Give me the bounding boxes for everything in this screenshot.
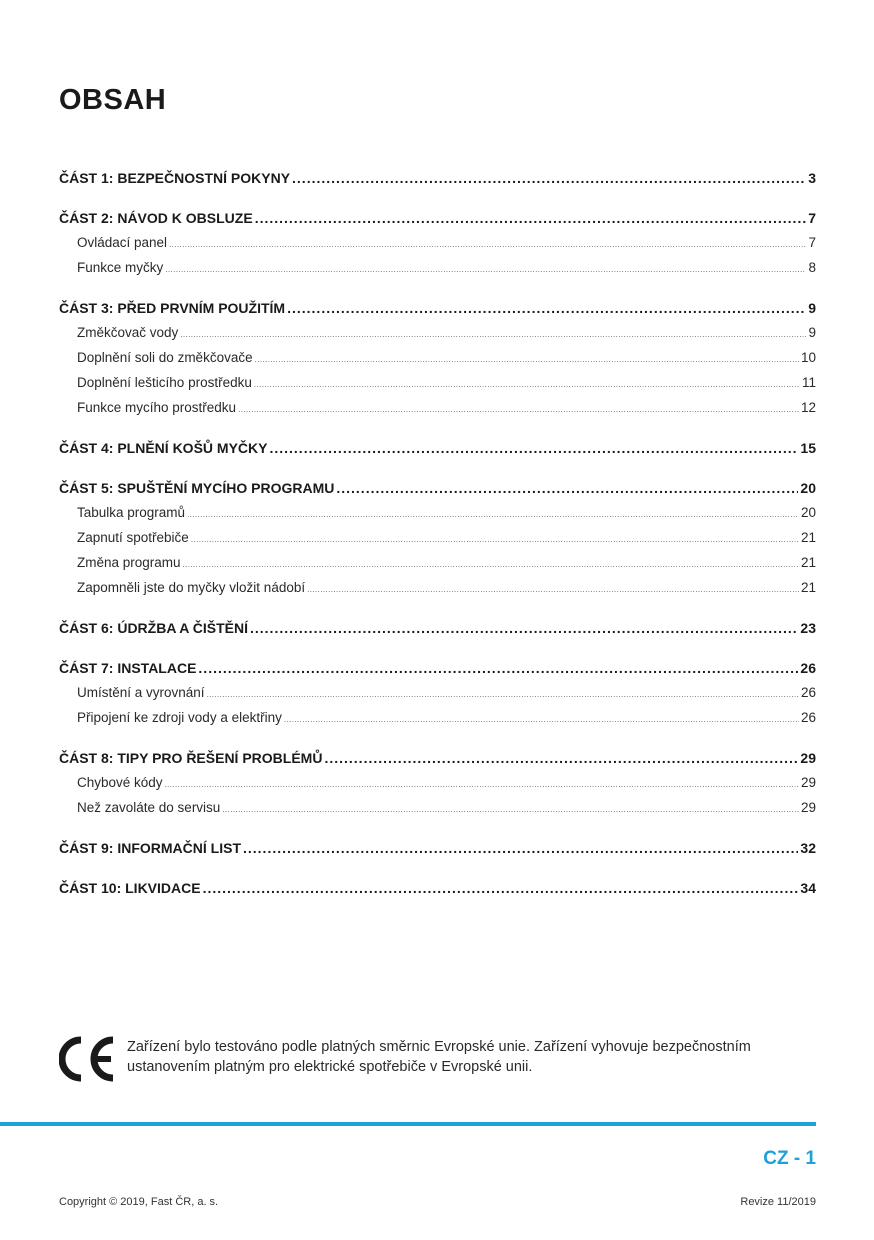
toc-entry-label: ČÁST 7: INSTALACE bbox=[59, 660, 197, 676]
toc-entry-label: Funkce mycího prostředku bbox=[77, 400, 237, 415]
dot-leader bbox=[287, 300, 806, 316]
toc-section-entry[interactable] bbox=[59, 530, 816, 550]
dot-leader bbox=[254, 380, 800, 389]
toc-page-number: 9 bbox=[808, 300, 816, 316]
dot-leader bbox=[180, 330, 806, 339]
toc-page-number: 32 bbox=[800, 840, 816, 856]
dot-leader bbox=[222, 805, 799, 814]
toc-page-number: 3 bbox=[808, 170, 816, 186]
toc-entry-label: ČÁST 6: ÚDRŽBA A ČIŠTĚNÍ bbox=[59, 620, 248, 636]
dot-leader bbox=[243, 840, 798, 856]
toc-page-number: 29 bbox=[800, 750, 816, 766]
dot-leader bbox=[191, 535, 799, 544]
toc-section-entry[interactable] bbox=[59, 260, 816, 280]
dot-leader bbox=[203, 880, 799, 896]
toc-page-number: 29 bbox=[800, 800, 816, 815]
toc-entry-label: Doplnění lešticího prostředku bbox=[77, 375, 252, 390]
toc-chapter-entry[interactable] bbox=[59, 840, 816, 860]
dot-leader bbox=[307, 585, 799, 594]
toc-chapter-entry[interactable] bbox=[59, 620, 816, 640]
toc-page-number: 20 bbox=[800, 505, 816, 520]
footer-divider bbox=[0, 1122, 816, 1126]
toc-chapter-entry[interactable] bbox=[59, 210, 816, 230]
toc-entry-label: ČÁST 8: TIPY PRO ŘEŠENÍ PROBLÉMŮ bbox=[59, 750, 323, 766]
dot-leader bbox=[165, 780, 799, 789]
toc-page-number: 26 bbox=[800, 660, 816, 676]
toc-section-entry[interactable] bbox=[59, 555, 816, 575]
ce-mark-icon bbox=[59, 1036, 117, 1082]
toc-chapter-entry[interactable] bbox=[59, 480, 816, 500]
toc-chapter-entry[interactable] bbox=[59, 880, 816, 900]
dot-leader bbox=[324, 750, 798, 766]
copyright-text: Copyright © 2019, Fast ČR, a. s. bbox=[59, 1196, 219, 1208]
toc-page-number: 15 bbox=[800, 440, 816, 456]
dot-leader bbox=[292, 170, 806, 186]
toc-entry-label: Doplnění soli do změkčovače bbox=[77, 350, 253, 365]
toc-section-entry[interactable] bbox=[59, 235, 816, 255]
toc-page-number: 11 bbox=[801, 375, 816, 390]
toc-page-number: 7 bbox=[808, 210, 816, 226]
toc-section-entry[interactable] bbox=[59, 400, 816, 420]
dot-leader bbox=[336, 480, 798, 496]
dot-leader bbox=[198, 660, 798, 676]
toc-chapter-entry[interactable] bbox=[59, 440, 816, 460]
toc-page-number: 29 bbox=[800, 775, 816, 790]
toc-page-number: 8 bbox=[808, 260, 816, 275]
toc-chapter-entry[interactable] bbox=[59, 750, 816, 770]
dot-leader bbox=[187, 510, 799, 519]
page-title: OBSAH bbox=[59, 84, 167, 116]
dot-leader bbox=[169, 240, 806, 249]
toc-section-entry[interactable] bbox=[59, 505, 816, 525]
dot-leader bbox=[250, 620, 798, 636]
toc-entry-label: Tabulka programů bbox=[77, 505, 186, 520]
toc-entry-label: ČÁST 1: BEZPEČNOSTNÍ POKYNY bbox=[59, 170, 291, 186]
page-number-label: CZ - 1 bbox=[763, 1148, 816, 1169]
toc-entry-label: Změkčovač vody bbox=[77, 325, 179, 340]
toc-page-number: 21 bbox=[800, 580, 816, 595]
dot-leader bbox=[284, 715, 799, 724]
toc-entry-label: Umístění a vyrovnání bbox=[77, 685, 205, 700]
dot-leader bbox=[165, 265, 806, 274]
toc-entry-label: Připojení ke zdroji vody a elektřiny bbox=[77, 710, 282, 725]
dot-leader bbox=[255, 210, 807, 226]
toc-section-entry[interactable] bbox=[59, 350, 816, 370]
toc-section-entry[interactable] bbox=[59, 710, 816, 730]
toc-chapter-entry[interactable] bbox=[59, 170, 816, 190]
compliance-text: Zařízení bylo testováno podle platných směrnic Evropské unie. Zařízení vyhovuje bezpečnostním ustanovením platným pro elektrické spotřebiče v Evropské unii. bbox=[127, 1039, 751, 1075]
table-of-contents bbox=[59, 0, 816, 900]
toc-entry-label: ČÁST 2: NÁVOD K OBSLUZE bbox=[59, 210, 253, 226]
toc-page-number: 7 bbox=[808, 235, 816, 250]
toc-entry-label: Funkce myčky bbox=[77, 260, 164, 275]
toc-entry-label: ČÁST 4: PLNĚNÍ KOŠŮ MYČKY bbox=[59, 440, 268, 456]
dot-leader bbox=[238, 405, 799, 414]
toc-entry-label: Než zavoláte do servisu bbox=[77, 800, 221, 815]
toc-section-entry[interactable] bbox=[59, 775, 816, 795]
toc-entry-label: ČÁST 10: LIKVIDACE bbox=[59, 880, 201, 896]
toc-page-number: 23 bbox=[800, 620, 816, 636]
toc-section-entry[interactable] bbox=[59, 325, 816, 345]
toc-entry-label: ČÁST 9: INFORMAČNÍ LIST bbox=[59, 840, 241, 856]
revision-text: Revize 11/2019 bbox=[740, 1196, 816, 1208]
toc-entry-label: ČÁST 3: PŘED PRVNÍM POUŽITÍM bbox=[59, 300, 286, 316]
toc-page-number: 26 bbox=[800, 710, 816, 725]
toc-entry-label: Změna programu bbox=[77, 555, 181, 570]
dot-leader bbox=[183, 560, 799, 569]
toc-page-number: 21 bbox=[800, 555, 816, 570]
compliance-notice bbox=[59, 1036, 819, 1084]
toc-section-entry[interactable] bbox=[59, 375, 816, 395]
toc-page-number: 9 bbox=[808, 325, 816, 340]
toc-chapter-entry[interactable] bbox=[59, 660, 816, 680]
dot-leader bbox=[207, 690, 799, 699]
toc-page-number: 26 bbox=[800, 685, 816, 700]
toc-chapter-entry[interactable] bbox=[59, 300, 816, 320]
toc-entry-label: Ovládací panel bbox=[77, 235, 168, 250]
toc-page-number: 10 bbox=[800, 350, 816, 365]
toc-page-number: 20 bbox=[800, 480, 816, 496]
toc-section-entry[interactable] bbox=[59, 685, 816, 705]
toc-page-number: 34 bbox=[800, 880, 816, 896]
toc-entry-label: Chybové kódy bbox=[77, 775, 163, 790]
toc-section-entry[interactable] bbox=[59, 580, 816, 600]
dot-leader bbox=[255, 355, 799, 364]
toc-entry-label: Zapnutí spotřebiče bbox=[77, 530, 189, 545]
dot-leader bbox=[269, 440, 798, 456]
toc-entry-label: Zapomněli jste do myčky vložit nádobí bbox=[77, 580, 306, 595]
toc-entry-label: ČÁST 5: SPUŠTĚNÍ MYCÍHO PROGRAMU bbox=[59, 480, 335, 496]
toc-page-number: 21 bbox=[800, 530, 816, 545]
toc-page-number: 12 bbox=[800, 400, 816, 415]
toc-section-entry[interactable] bbox=[59, 800, 816, 820]
